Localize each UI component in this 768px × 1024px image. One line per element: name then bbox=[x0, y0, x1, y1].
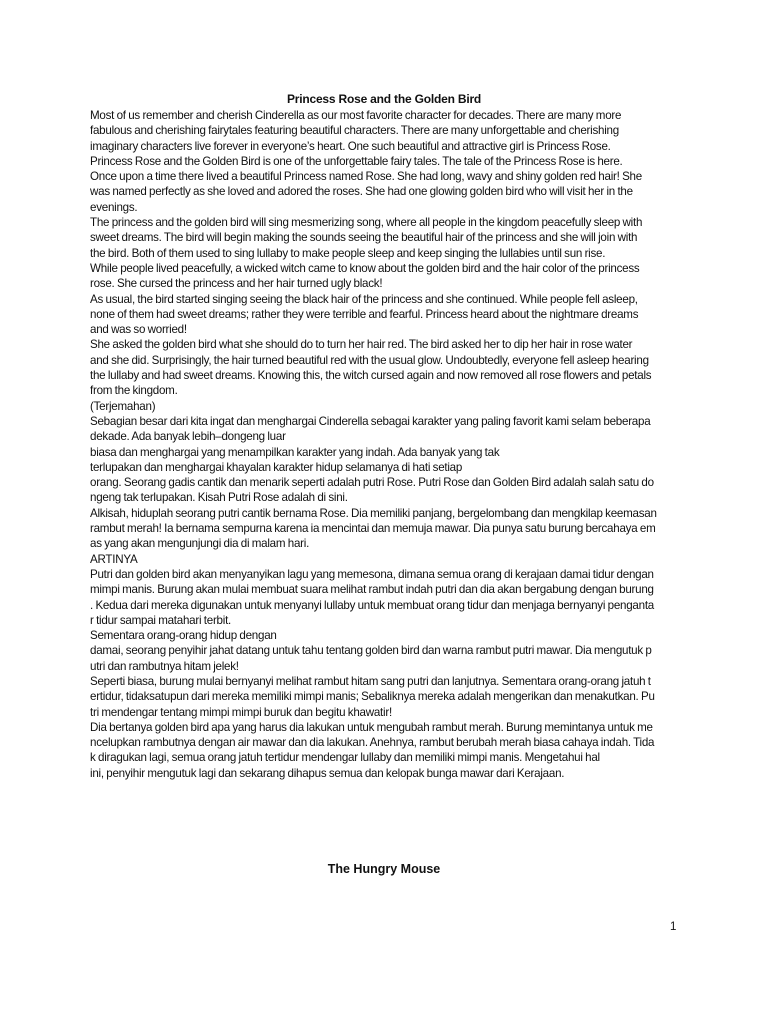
text-line: the lullaby and had sweet dreams. Knowing this, the witch cursed again and now removed all rose flowers and petals bbox=[90, 369, 652, 383]
text-line: She asked the golden bird what she should do to turn her hair red. The bird asked her to dip her hair in rose water bbox=[90, 338, 633, 352]
text-line: rose. She cursed the princess and her hair turned ugly black! bbox=[90, 277, 383, 291]
text-line: none of them had sweet dreams; rather they were terrible and fearful. Princess heard about the nightmare dreams bbox=[90, 307, 639, 321]
text-line: was named perfectly as she loved and adored the roses. She had one glowing golden bird who will visit her in the bbox=[90, 185, 633, 199]
text-line: ini, penyihir mengutuk lagi dan sekarang dihapus semua dan kelopak bunga mawar dari Kerajaan. bbox=[90, 766, 565, 780]
text-line: damai, seorang penyihir jahat datang untuk tahu tentang golden bird dan warna rambut putri mawar. Dia mengutuk p bbox=[90, 644, 652, 658]
text-line: As usual, the bird started singing seeing the black hair of the princess and she continued. While people fell asleep, bbox=[90, 292, 638, 306]
text-line: dekade. Ada banyak lebih–dongeng luar bbox=[90, 430, 286, 444]
text-line: the bird. Both of them used to sing lullaby to make people sleep and keep singing the lullabies until sun rise. bbox=[90, 246, 606, 260]
text-line: Seperti biasa, burung mulai bernyanyi melihat rambut hitam sang putri dan lanjutnya. Sementara orang-orang jatuh t bbox=[90, 674, 651, 688]
text-line: ncelupkan rambutnya dengan air mawar dan dia lakukan. Anehnya, rambut berubah merah biasa cahaya indah. Tida bbox=[90, 736, 655, 750]
text-line: tri mendengar tentang mimpi mimpi buruk dan begitu khawatir! bbox=[90, 705, 392, 719]
text-line: ngeng tak terlupakan. Kisah Putri Rose adalah di sini. bbox=[90, 491, 348, 505]
document-title: Princess Rose and the Golden Bird bbox=[286, 92, 482, 106]
text-line: Alkisah, hiduplah seorang putri cantik bernama Rose. Dia memiliki panjang, bergelombang dan mengkilap keemasan bbox=[90, 506, 657, 520]
text-line: utri dan rambutnya hitam jelek! bbox=[90, 659, 239, 673]
text-line: Sebagian besar dari kita ingat dan menghargai Cinderella sebagai karakter yang paling favorit kami selam beberapa bbox=[90, 414, 651, 428]
text-line: r tidur sampai matahari terbit. bbox=[90, 613, 232, 627]
text-line: Princess Rose and the Golden Bird is one of the unforgettable fairy tales. The tale of the Princess Rose is here. bbox=[90, 154, 623, 168]
text-line: ARTINYA bbox=[90, 552, 138, 566]
text-line: biasa dan menghargai yang menampilkan karakter yang indah. Ada banyak yang tak bbox=[90, 445, 500, 459]
text-line: orang. Seorang gadis cantik dan menarik seperti adalah putri Rose. Putri Rose dan Golden Bird adalah salah satu do bbox=[90, 476, 654, 490]
document-body bbox=[90, 108, 690, 781]
text-line: and was so worried! bbox=[90, 323, 187, 337]
page-number: 1 bbox=[670, 921, 677, 933]
text-line: Once upon a time there lived a beautiful Princess named Rose. She had long, wavy and shiny golden red hair! She bbox=[90, 170, 642, 184]
text-line: as yang akan mengunjungi dia di malam hari. bbox=[90, 537, 310, 551]
text-line: sweet dreams. The bird will begin making the sounds seeing the beautiful hair of the princess and she will join with bbox=[90, 231, 638, 245]
text-line: terlupakan dan menghargai khayalan karakter hidup selamanya di hati setiap bbox=[90, 460, 463, 474]
text-line: (Terjemahan) bbox=[90, 399, 156, 413]
next-story-title: The Hungry Mouse bbox=[327, 862, 441, 876]
text-line: rambut merah! Ia bernama sempurna karena ia mencintai dan memuja mawar. Dia punya satu burung bercahaya em bbox=[90, 522, 656, 536]
text-line: from the kingdom. bbox=[90, 384, 178, 398]
text-line: While people lived peacefully, a wicked witch came to know about the golden bird and the hair color of the princess bbox=[90, 261, 640, 275]
text-line: . Kedua dari mereka digunakan untuk menyanyi lullaby untuk membuat orang tidur dan menjaga bernyanyi penganta bbox=[90, 598, 654, 612]
text-line: imaginary characters live forever in everyone’s heart. One such beautiful and attractive girl is Princess Rose. bbox=[90, 139, 611, 153]
text-line: k diragukan lagi, semua orang jatuh tertidur mendengar lullaby dan memiliki mimpi manis. Mengetahui hal bbox=[90, 751, 600, 765]
text-line: Putri dan golden bird akan menyanyikan lagu yang memesona, dimana semua orang di kerajaan damai tidur dengan bbox=[90, 567, 654, 581]
text-line: Dia bertanya golden bird apa yang harus dia lakukan untuk mengubah rambut merah. Burung memintanya untuk me bbox=[90, 720, 653, 734]
text-line: The princess and the golden bird will sing mesmerizing song, where all people in the kingdom peacefully sleep with bbox=[90, 216, 643, 230]
text-line: Sementara orang-orang hidup dengan bbox=[90, 629, 277, 643]
text-line: fabulous and cherishing fairytales featuring beautiful characters. There are many unforgettable and cherishing bbox=[90, 124, 619, 138]
text-line: mimpi manis. Burung akan mulai membuat suara melihat rambut indah putri dan dia akan bergabung dengan burung bbox=[90, 583, 654, 597]
text-line: ertidur, tidaksatupun dari mereka memiliki mimpi manis; Sebaliknya mereka adalah mengerikan dan menakutkan. Pu bbox=[90, 690, 655, 704]
text-line: and she did. Surprisingly, the hair turned beautiful red with the usual glow. Undoubtedly, everyone fell asleep hearing bbox=[90, 353, 649, 367]
text-line: evenings. bbox=[90, 200, 138, 214]
text-line: Most of us remember and cherish Cinderella as our most favorite character for decades. There are many more bbox=[90, 109, 622, 122]
